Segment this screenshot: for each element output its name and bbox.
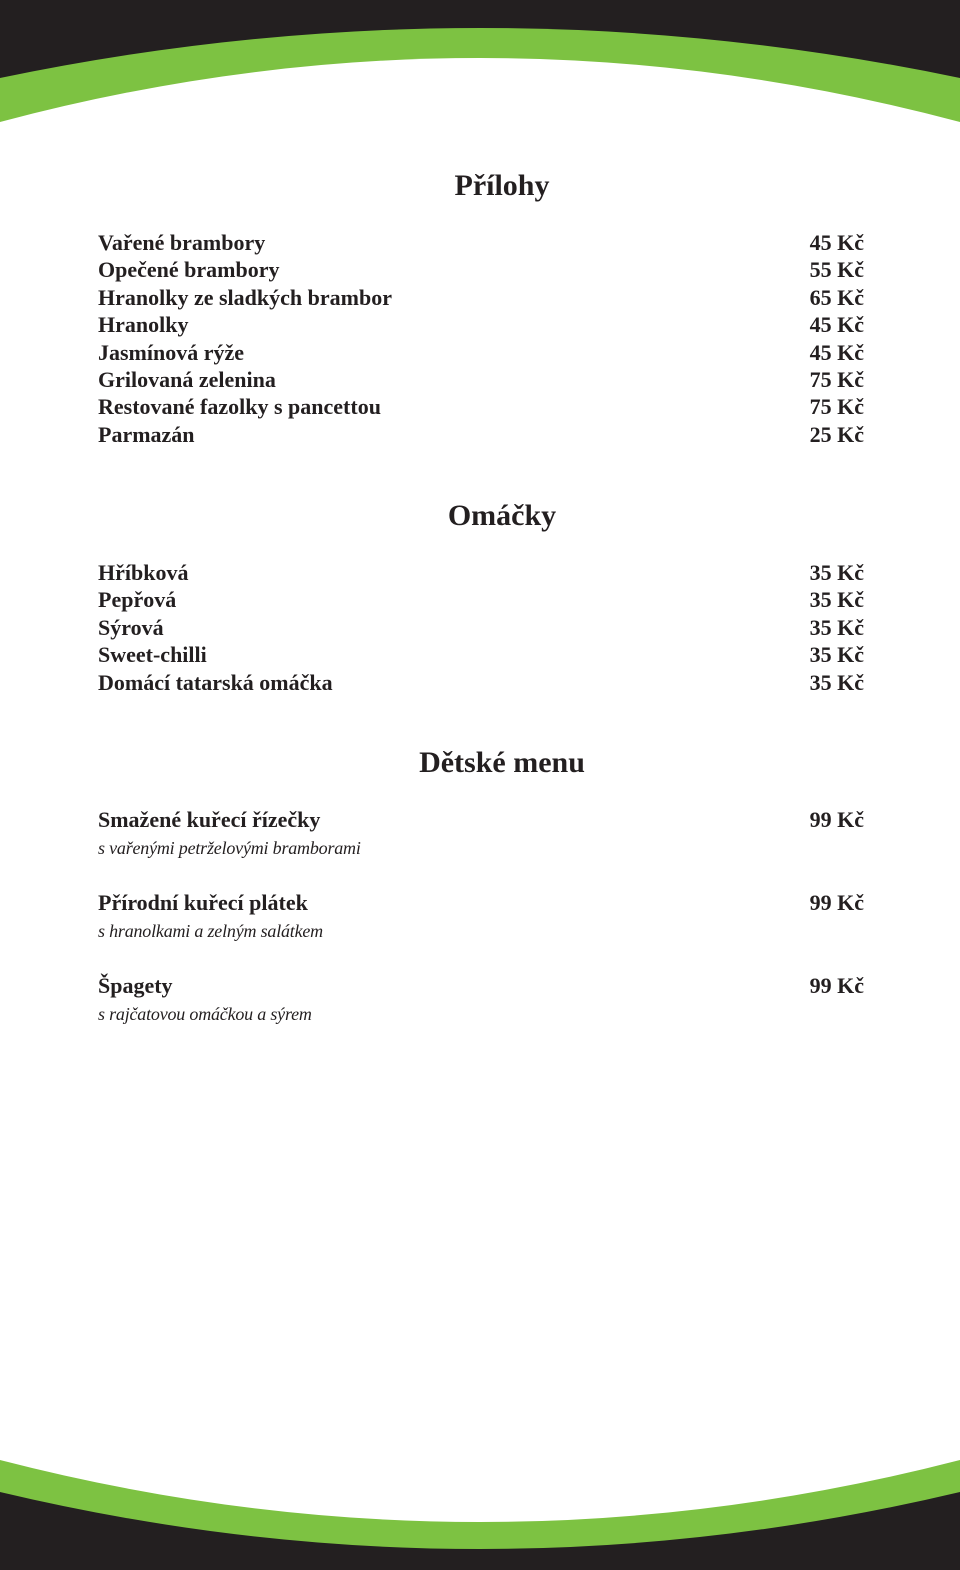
item-price: 75 Kč <box>809 394 864 420</box>
section-title-omacky: Omáčky <box>447 499 557 532</box>
list-item <box>98 669 864 696</box>
item-name: Pepřová <box>98 587 177 613</box>
item-price: 35 Kč <box>809 669 864 695</box>
item-price: 35 Kč <box>809 587 864 613</box>
item-name: Parmazán <box>98 421 195 447</box>
item-name: Hříbková <box>98 560 189 585</box>
list-item <box>98 421 864 448</box>
item-price: 55 Kč <box>809 257 864 283</box>
item-name: Smažené kuřecí řízečky <box>98 807 321 832</box>
item-name: Hranolky <box>98 312 189 338</box>
item-name: Sýrová <box>98 614 164 640</box>
item-price: 45 Kč <box>809 230 864 255</box>
detske-menu-list <box>98 805 864 1054</box>
list-item <box>98 366 864 393</box>
item-description: s hranolkami a zelným salátkem <box>98 921 323 941</box>
item-price: 35 Kč <box>809 614 864 640</box>
list-item <box>98 614 864 641</box>
item-name: Sweet-chilli <box>98 642 207 668</box>
item-price: 75 Kč <box>809 366 864 392</box>
top-decorative-band <box>0 0 960 130</box>
list-item <box>98 311 864 338</box>
item-price: 45 Kč <box>809 339 864 365</box>
item-price: 25 Kč <box>809 421 864 447</box>
list-item <box>98 805 864 888</box>
item-name: Opečené brambory <box>98 257 280 283</box>
item-price: 65 Kč <box>809 284 864 310</box>
list-item <box>98 888 864 971</box>
list-item <box>98 641 864 668</box>
item-name: Hranolky ze sladkých brambor <box>98 284 392 310</box>
item-price: 35 Kč <box>809 642 864 668</box>
bottom-decorative-band <box>0 1450 960 1570</box>
item-price: 99 Kč <box>809 973 864 998</box>
item-price: 99 Kč <box>809 807 864 832</box>
list-item <box>98 339 864 366</box>
item-name: Grilovaná zelenina <box>98 366 276 392</box>
section-title-prilohy: Přílohy <box>454 169 550 202</box>
list-item <box>98 559 864 586</box>
item-name: Jasmínová rýže <box>98 339 245 365</box>
section-title-detske-menu: Dětské menu <box>419 746 585 779</box>
prilohy-list <box>98 229 864 448</box>
list-item <box>98 971 864 1054</box>
list-item <box>98 284 864 311</box>
item-name: Špagety <box>98 973 173 998</box>
item-description: s rajčatovou omáčkou a sýrem <box>98 1004 312 1024</box>
list-item <box>98 229 864 256</box>
item-name: Restované fazolky s pancettou <box>98 394 381 420</box>
item-price: 35 Kč <box>809 560 864 585</box>
item-description: s vařenými petrželovými bramborami <box>98 838 361 858</box>
item-name: Přírodní kuřecí plátek <box>98 890 308 915</box>
omacky-list <box>98 559 864 696</box>
item-name: Domácí tatarská omáčka <box>98 669 333 695</box>
item-price: 45 Kč <box>809 312 864 338</box>
list-item <box>98 393 864 420</box>
list-item <box>98 256 864 283</box>
item-price: 99 Kč <box>809 890 864 915</box>
item-name: Vařené brambory <box>98 230 266 255</box>
list-item <box>98 586 864 613</box>
